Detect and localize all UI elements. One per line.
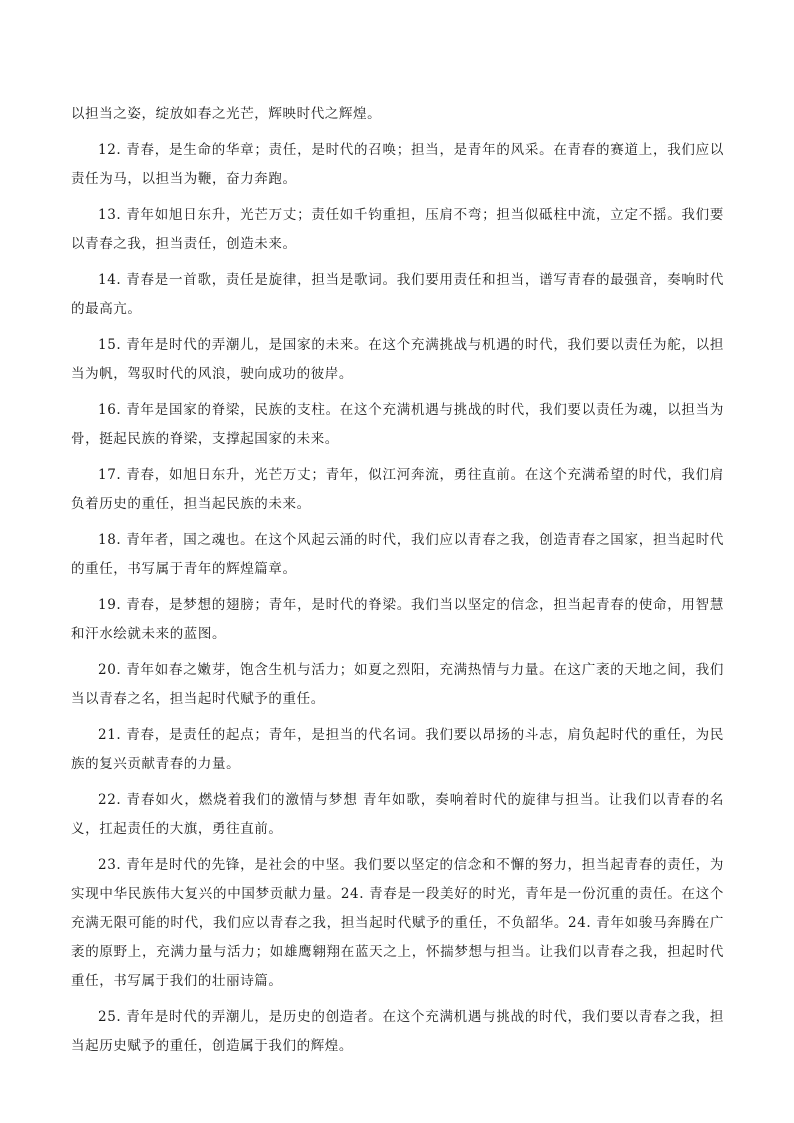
paragraph-22: 22. 青春如火，燃烧着我们的激情与梦想 青年如歌，奏响着时代的旋律与担当。让我们以青春的名义，扛起责任的大旗，勇往直前。 bbox=[71, 792, 724, 837]
paragraph-12: 12. 青春，是生命的华章；责任，是时代的召唤；担当，是青年的风采。在青春的赛道上，我们应以责任为马，以担当为鞭，奋力奔跑。 bbox=[71, 142, 724, 187]
paragraph-21: 21. 青春，是责任的起点；青年，是担当的代名词。我们要以昂扬的斗志，肩负起时代的重任，为民族的复兴贡献青春的力量。 bbox=[71, 727, 724, 772]
paragraph-18: 18. 青年者，国之魂也。在这个风起云涌的时代，我们应以青春之我，创造青春之国家，担当起时代的重任，书写属于青年的辉煌篇章。 bbox=[71, 532, 724, 577]
paragraph-15: 15. 青年是时代的弄潮儿，是国家的未来。在这个充满挑战与机遇的时代，我们要以责任为舵，以担当为帆，驾驭时代的风浪，驶向成功的彼岸。 bbox=[71, 337, 724, 382]
paragraph-17: 17. 青春，如旭日东升，光芒万丈；青年，似江河奔流，勇往直前。在这个充满希望的时代，我们肩负着历史的重任，担当起民族的未来。 bbox=[71, 467, 724, 512]
paragraph-16: 16. 青年是国家的脊梁，民族的支柱。在这个充满机遇与挑战的时代，我们要以责任为魂，以担当为骨，挺起民族的脊梁，支撑起国家的未来。 bbox=[71, 402, 724, 447]
paragraph-23-24: 23. 青年是时代的先锋，是社会的中坚。我们要以坚定的信念和不懈的努力，担当起青春的责任，为实现中华民族伟大复兴的中国梦贡献力量。24. 青春是一段美好的时光，青年是一份沉重的责任。在这个充满无限可能的时代，我们应以青春之我，担当起时代赋予的重任，不负韶华。24. 青年如骏马奔腾在广袤的原野上，充满力量与活力；如雄鹰翱翔在蓝天之上，怀揣梦想与担当。让我们以青春之我，担起时代重任，书写属于我们的壮丽诗篇。 bbox=[71, 857, 724, 989]
paragraph-13: 13. 青年如旭日东升，光芒万丈；责任如千钧重担，压肩不弯；担当似砥柱中流，立定不摇。我们要以青春之我，担当责任，创造未来。 bbox=[71, 207, 724, 252]
document-body bbox=[71, 100, 724, 1068]
paragraph-20: 20. 青年如春之嫩芽，饱含生机与活力；如夏之烈阳，充满热情与力量。在这广袤的天地之间，我们当以青春之名，担当起时代赋予的重任。 bbox=[71, 662, 724, 707]
paragraph-25: 25. 青年是时代的弄潮儿，是历史的创造者。在这个充满机遇与挑战的时代，我们要以青春之我，担当起历史赋予的重任，创造属于我们的辉煌。 bbox=[71, 1009, 724, 1054]
paragraph-19: 19. 青春，是梦想的翅膀；青年，是时代的脊梁。我们当以坚定的信念，担当起青春的使命，用智慧和汗水绘就未来的蓝图。 bbox=[71, 597, 724, 642]
paragraph-continuation: 以担当之姿，绽放如春之光芒，辉映时代之辉煌。 bbox=[71, 106, 382, 122]
paragraph-14: 14. 青春是一首歌，责任是旋律，担当是歌词。我们要用责任和担当，谱写青春的最强音，奏响时代的最高亢。 bbox=[71, 272, 724, 317]
